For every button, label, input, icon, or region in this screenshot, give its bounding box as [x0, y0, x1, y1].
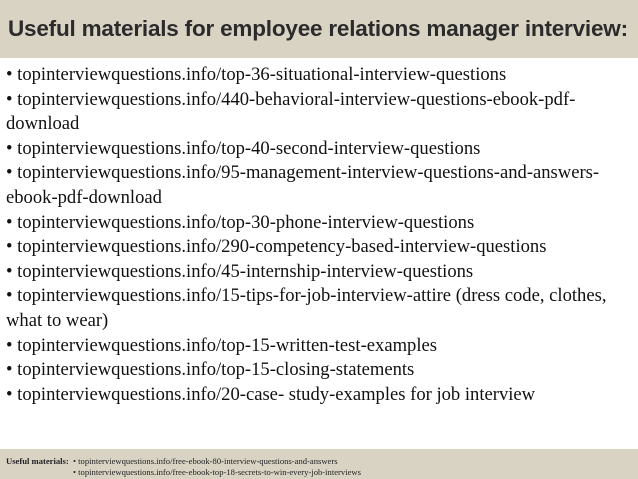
footer-bar [0, 449, 638, 479]
link-text: topinterviewquestions.info/top-15-closing-statements [17, 359, 415, 381]
link-text: topinterviewquestions.info/290-competency-based-interview-questions [17, 236, 547, 258]
link-text: topinterviewquestions.info/top-30-phone-interview-questions [17, 211, 475, 233]
footer-links [73, 456, 361, 477]
list-item [6, 235, 634, 260]
link-text: topinterviewquestions.info/20-case- study-examples for job interview [17, 383, 536, 405]
footer-link-item [73, 467, 361, 478]
list-item [6, 260, 634, 285]
link-text: topinterviewquestions.info/45-internship-interview-questions [17, 260, 474, 282]
list-item [6, 383, 634, 408]
link-text: topinterviewquestions.info/95-management-interview-questions-and-answers-ebook-pdf-download [6, 162, 600, 208]
footer-link-text: topinterviewquestions.info/free-ebook-80-interview-questions-and-answers [78, 456, 338, 466]
list-item [6, 137, 634, 162]
list-item [6, 211, 634, 236]
link-text: topinterviewquestions.info/top-40-second-interview-questions [17, 137, 481, 159]
footer-link-text: topinterviewquestions.info/free-ebook-top-18-secrets-to-win-every-job-interviews [78, 466, 361, 477]
footer-label: Useful materials: [6, 456, 69, 466]
title-bar [0, 0, 638, 58]
list-item [6, 63, 634, 88]
list-item [6, 161, 634, 210]
materials-list [6, 63, 634, 407]
list-item [6, 88, 634, 137]
list-item [6, 334, 634, 359]
slide-title: Useful materials for employee relations manager interview: [8, 16, 628, 41]
link-text: topinterviewquestions.info/top-36-situational-interview-questions [17, 64, 507, 85]
list-item [6, 284, 634, 333]
list-item [6, 358, 634, 383]
link-text: topinterviewquestions.info/15-tips-for-job-interview-attire (dress code, clothes, what to wear) [6, 285, 607, 331]
link-text: topinterviewquestions.info/440-behavioral-interview-questions-ebook-pdf-download [6, 88, 576, 135]
footer-link-item [73, 456, 361, 467]
link-text: topinterviewquestions.info/top-15-written-test-examples [17, 334, 437, 356]
